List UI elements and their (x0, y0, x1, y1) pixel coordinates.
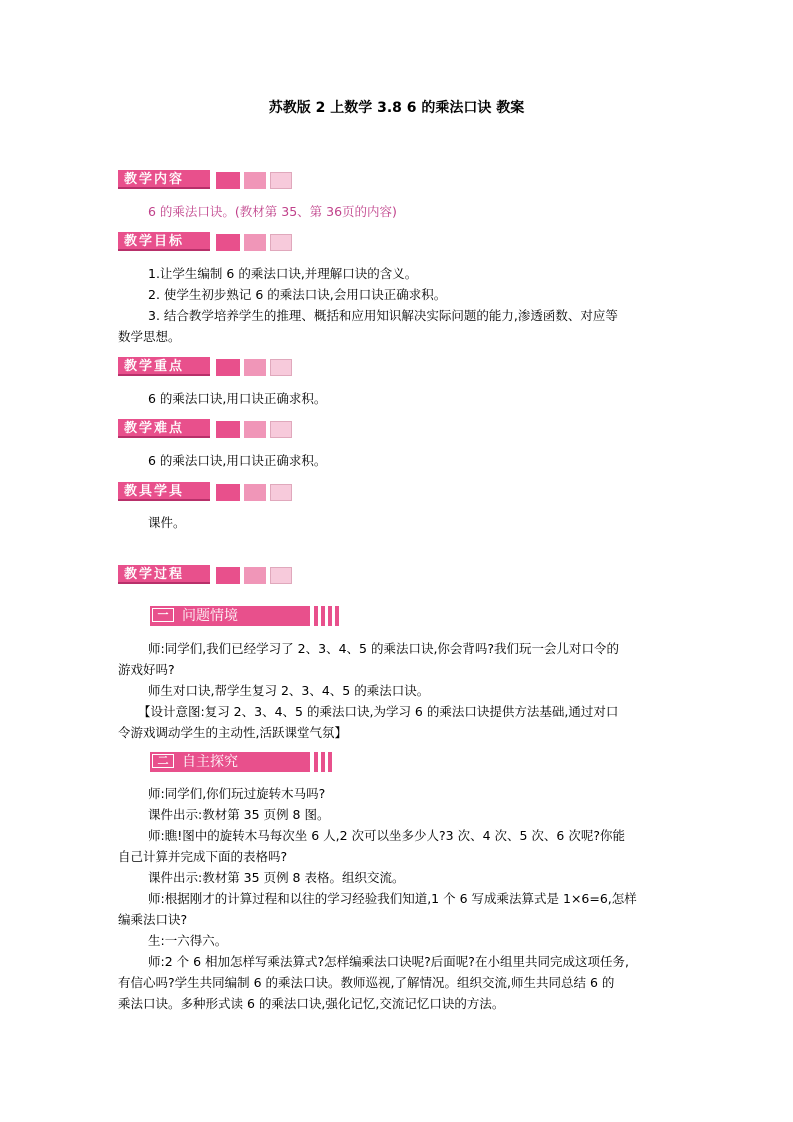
section-header-content (118, 170, 298, 190)
decor-square (270, 484, 292, 501)
subsection-bar (150, 606, 310, 626)
paragraph-line: 师:根据刚才的计算过程和以往的学习经验我们知道,1 个 6 写成乘法算式是 1×6=6,怎样 (148, 891, 637, 906)
subsection-number: 二 (152, 754, 174, 768)
paragraph-line: 师:同学们,我们已经学习了 2、3、4、5 的乘法口诀,你会背吗?我们玩一会儿对口令的 (148, 641, 620, 656)
decor-square (270, 421, 292, 438)
tools-text: 课件。 (148, 515, 186, 530)
subsection-bar (150, 752, 310, 772)
goal-line: 数学思想。 (118, 329, 181, 344)
content-text: 6 的乘法口诀。(教材第 35、第 36页的内容) (148, 204, 397, 219)
decor-square (244, 484, 266, 501)
paragraph-line: 有信心吗?学生共同编制 6 的乘法口诀。教师巡视,了解情况。组织交流,师生共同总结 6 的 (118, 975, 615, 990)
paragraph-line: 乘法口诀。多种形式读 6 的乘法口诀,强化记忆,交流记忆口诀的方法。 (118, 996, 505, 1011)
decor-square (270, 172, 292, 189)
decor-stripe (314, 606, 318, 626)
decor-square (244, 421, 266, 438)
section-label: 教具学具 (118, 482, 210, 501)
decor-square (216, 567, 240, 584)
decor-square (216, 172, 240, 189)
paragraph-line: 自己计算并完成下面的表格吗? (118, 849, 288, 864)
subsection-header-part1 (150, 606, 340, 626)
paragraph-line: 令游戏调动学生的主动性,活跃课堂气氛】 (118, 725, 347, 740)
paragraph-line: 课件出示:教材第 35 页例 8 表格。组织交流。 (148, 870, 405, 885)
paragraph-line: 【设计意图:复习 2、3、4、5 的乘法口诀,为学习 6 的乘法口诀提供方法基础,通过对口 (138, 704, 619, 719)
paragraph-line: 课件出示:教材第 35 页例 8 图。 (148, 807, 330, 822)
paragraph-line: 师:瞧!图中的旋转木马每次坐 6 人,2 次可以坐多少人?3 次、4 次、5 次、6 次呢?你能 (148, 828, 625, 843)
paragraph-line: 师生对口诀,帮学生复习 2、3、4、5 的乘法口诀。 (148, 683, 430, 698)
page-title: 苏教版 2 上数学 3.8 6 的乘法口诀 教案 (268, 100, 525, 116)
decor-stripe (335, 606, 339, 626)
decor-square (216, 234, 240, 251)
key-text: 6 的乘法口诀,用口诀正确求积。 (148, 391, 327, 406)
section-header-tools (118, 482, 298, 502)
subsection-header-part2 (150, 752, 340, 772)
section-label: 教学难点 (118, 419, 210, 438)
section-header-key (118, 357, 298, 377)
decor-square (244, 567, 266, 584)
section-label: 教学重点 (118, 357, 210, 376)
section-label: 教学过程 (118, 565, 210, 584)
subsection-title: 自主探究 (182, 754, 238, 770)
paragraph-line: 师:2 个 6 相加怎样写乘法算式?怎样编乘法口诀呢?后面呢?在小组里共同完成这项任务, (148, 954, 629, 969)
section-label: 教学内容 (118, 170, 210, 189)
paragraph-line: 游戏好吗? (118, 662, 175, 677)
paragraph-line: 编乘法口诀? (118, 912, 188, 927)
goal-line: 1.让学生编制 6 的乘法口诀,并理解口诀的含义。 (148, 266, 418, 281)
decor-stripe (328, 606, 332, 626)
paragraph-line: 生:一六得六。 (148, 933, 228, 948)
decor-stripe (328, 752, 332, 772)
decor-square (216, 421, 240, 438)
decor-square (244, 359, 266, 376)
subsection-number: 一 (152, 608, 174, 622)
decor-stripe (314, 752, 318, 772)
decor-square (270, 359, 292, 376)
section-label: 教学目标 (118, 232, 210, 251)
decor-stripe (321, 606, 325, 626)
section-header-goals (118, 232, 298, 252)
decor-square (216, 484, 240, 501)
decor-square (270, 567, 292, 584)
goal-line: 3. 结合教学培养学生的推理、概括和应用知识解决实际问题的能力,渗透函数、对应等 (148, 308, 618, 323)
decor-square (244, 234, 266, 251)
decor-stripe (321, 752, 325, 772)
decor-square (244, 172, 266, 189)
difficulty-text: 6 的乘法口诀,用口诀正确求积。 (148, 453, 327, 468)
section-header-process (118, 565, 298, 585)
decor-square (270, 234, 292, 251)
section-header-difficulty (118, 419, 298, 439)
decor-square (216, 359, 240, 376)
paragraph-line: 师:同学们,你们玩过旋转木马吗? (148, 786, 326, 801)
subsection-title: 问题情境 (182, 608, 238, 624)
goal-line: 2. 使学生初步熟记 6 的乘法口诀,会用口诀正确求积。 (148, 287, 447, 302)
